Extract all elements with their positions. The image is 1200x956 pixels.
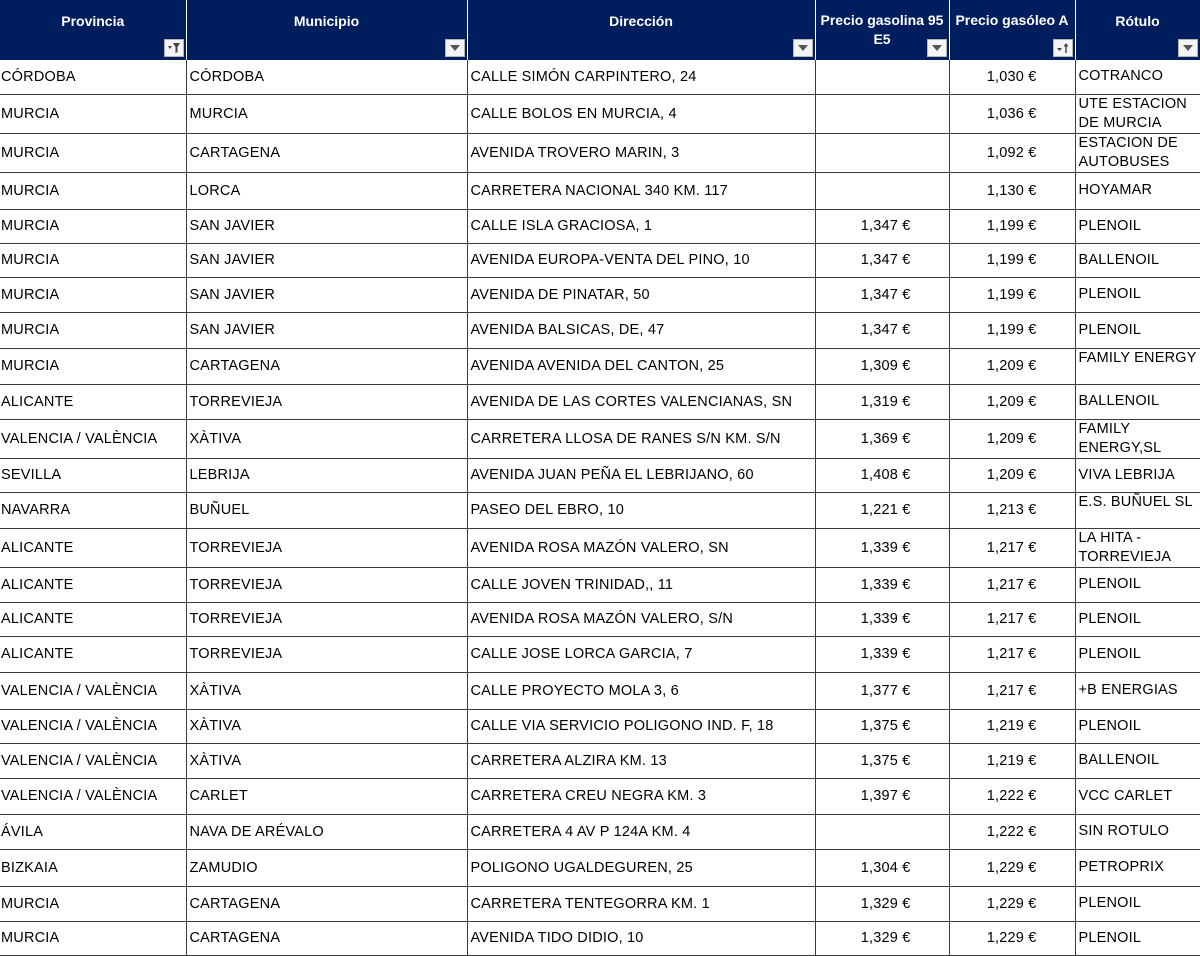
cell-rotulo[interactable]: VCC CARLET (1075, 778, 1200, 814)
cell-precio-gasoleo[interactable]: 1,130 € (949, 172, 1075, 209)
table-row (0, 384, 1200, 419)
cell-municipio[interactable]: ZAMUDIO (186, 849, 467, 886)
cell-rotulo[interactable]: PLENOIL (1075, 602, 1200, 636)
cell-direccion[interactable]: PASEO DEL EBRO, 10 (467, 492, 815, 528)
cell-provincia[interactable]: MURCIA (0, 348, 186, 384)
table-row (0, 133, 1200, 172)
cell-precio-gasolina[interactable]: 1,347 € (815, 243, 949, 277)
cell-precio-gasoleo[interactable]: 1,030 € (949, 60, 1075, 94)
cell-precio-gasolina[interactable]: 1,339 € (815, 528, 949, 567)
header-label: Provincia (61, 13, 125, 29)
cell-rotulo[interactable]: COTRANCO (1075, 60, 1200, 94)
cell-municipio[interactable]: LORCA (186, 172, 467, 209)
cell-municipio[interactable]: TORREVIEJA (186, 567, 467, 602)
cell-direccion[interactable]: CALLE SIMÓN CARPINTERO, 24 (467, 60, 815, 94)
cell-provincia[interactable]: MURCIA (0, 209, 186, 243)
cell-municipio[interactable]: SAN JAVIER (186, 312, 467, 348)
cell-precio-gasolina[interactable] (815, 94, 949, 133)
cell-direccion[interactable]: AVENIDA EUROPA-VENTA DEL PINO, 10 (467, 243, 815, 277)
cell-rotulo[interactable]: PLENOIL (1075, 567, 1200, 602)
cell-precio-gasolina[interactable] (815, 133, 949, 172)
cell-municipio[interactable]: CARTAGENA (186, 133, 467, 172)
cell-provincia[interactable]: ÁVILA (0, 814, 186, 849)
cell-municipio[interactable]: LEBRIJA (186, 458, 467, 492)
cell-precio-gasolina[interactable]: 1,347 € (815, 312, 949, 348)
cell-direccion[interactable]: CARRETERA CREU NEGRA KM. 3 (467, 778, 815, 814)
cell-municipio[interactable]: TORREVIEJA (186, 384, 467, 419)
table-row (0, 743, 1200, 778)
cell-municipio[interactable]: SAN JAVIER (186, 209, 467, 243)
cell-rotulo[interactable]: LA HITA - TORREVIEJA (1075, 528, 1200, 567)
cell-provincia[interactable]: MURCIA (0, 133, 186, 172)
cell-municipio[interactable]: XÀTIVA (186, 709, 467, 743)
cell-rotulo[interactable]: ESTACION DE AUTOBUSES (1075, 133, 1200, 172)
cell-municipio[interactable]: NAVA DE ARÉVALO (186, 814, 467, 849)
cell-rotulo[interactable]: SIN ROTULO (1075, 814, 1200, 849)
cell-municipio[interactable]: XÀTIVA (186, 743, 467, 778)
cell-precio-gasolina[interactable]: 1,319 € (815, 384, 949, 419)
cell-precio-gasolina[interactable]: 1,339 € (815, 602, 949, 636)
cell-municipio[interactable]: TORREVIEJA (186, 528, 467, 567)
cell-direccion[interactable]: POLIGONO UGALDEGUREN, 25 (467, 849, 815, 886)
cell-precio-gasolina[interactable]: 1,329 € (815, 886, 949, 921)
cell-provincia[interactable]: MURCIA (0, 886, 186, 921)
cell-rotulo[interactable]: FAMILY ENERGY,SL (1075, 419, 1200, 458)
cell-direccion[interactable]: AVENIDA AVENIDA DEL CANTON, 25 (467, 348, 815, 384)
cell-municipio[interactable]: CARTAGENA (186, 886, 467, 921)
cell-precio-gasoleo[interactable]: 1,222 € (949, 778, 1075, 814)
cell-provincia[interactable]: ALICANTE (0, 384, 186, 419)
cell-municipio[interactable]: SAN JAVIER (186, 243, 467, 277)
cell-provincia[interactable]: MURCIA (0, 243, 186, 277)
cell-provincia[interactable]: ALICANTE (0, 602, 186, 636)
cell-direccion[interactable]: CARRETERA LLOSA DE RANES S/N KM. S/N (467, 419, 815, 458)
table-row (0, 709, 1200, 743)
table-row (0, 312, 1200, 348)
cell-rotulo[interactable]: BALLENOIL (1075, 243, 1200, 277)
cell-provincia[interactable]: ALICANTE (0, 528, 186, 567)
cell-municipio[interactable]: XÀTIVA (186, 672, 467, 709)
cell-direccion[interactable]: AVENIDA ROSA MAZÓN VALERO, S/N (467, 602, 815, 636)
cell-rotulo[interactable]: UTE ESTACION DE MURCIA (1075, 94, 1200, 133)
cell-precio-gasoleo[interactable]: 1,217 € (949, 528, 1075, 567)
cell-rotulo[interactable]: PLENOIL (1075, 277, 1200, 312)
cell-direccion[interactable]: AVENIDA DE LAS CORTES VALENCIANAS, SN (467, 384, 815, 419)
cell-municipio[interactable]: CARTAGENA (186, 348, 467, 384)
cell-precio-gasoleo[interactable]: 1,217 € (949, 672, 1075, 709)
cell-provincia[interactable]: CÓRDOBA (0, 60, 186, 94)
cell-rotulo[interactable]: PLENOIL (1075, 209, 1200, 243)
cell-precio-gasoleo[interactable]: 1,092 € (949, 133, 1075, 172)
table-row (0, 528, 1200, 567)
cell-precio-gasoleo[interactable]: 1,199 € (949, 312, 1075, 348)
cell-rotulo[interactable]: PLENOIL (1075, 312, 1200, 348)
cell-provincia[interactable]: SEVILLA (0, 458, 186, 492)
cell-provincia[interactable]: MURCIA (0, 172, 186, 209)
cell-municipio[interactable]: MURCIA (186, 94, 467, 133)
cell-precio-gasolina[interactable]: 1,304 € (815, 849, 949, 886)
cell-precio-gasolina[interactable]: 1,339 € (815, 636, 949, 672)
cell-direccion[interactable]: AVENIDA ROSA MAZÓN VALERO, SN (467, 528, 815, 567)
cell-direccion[interactable]: CALLE BOLOS EN MURCIA, 4 (467, 94, 815, 133)
cell-rotulo[interactable]: PETROPRIX (1075, 849, 1200, 886)
cell-provincia[interactable]: MURCIA (0, 277, 186, 312)
cell-precio-gasolina[interactable]: 1,375 € (815, 743, 949, 778)
cell-precio-gasolina[interactable]: 1,397 € (815, 778, 949, 814)
cell-provincia[interactable]: VALENCIA / VALÈNCIA (0, 709, 186, 743)
table-row (0, 94, 1200, 133)
cell-precio-gasolina[interactable] (815, 172, 949, 209)
cell-precio-gasoleo[interactable]: 1,222 € (949, 814, 1075, 849)
cell-rotulo[interactable]: PLENOIL (1075, 886, 1200, 921)
cell-provincia[interactable]: ALICANTE (0, 636, 186, 672)
header-provincia (0, 0, 186, 60)
table-row (0, 348, 1200, 384)
cell-precio-gasoleo[interactable]: 1,036 € (949, 94, 1075, 133)
cell-precio-gasoleo[interactable]: 1,209 € (949, 419, 1075, 458)
cell-precio-gasolina[interactable]: 1,377 € (815, 672, 949, 709)
cell-direccion[interactable]: AVENIDA BALSICAS, DE, 47 (467, 312, 815, 348)
table-body (0, 60, 1200, 955)
cell-rotulo[interactable]: PLENOIL (1075, 636, 1200, 672)
cell-precio-gasoleo[interactable]: 1,229 € (949, 921, 1075, 955)
cell-precio-gasolina[interactable] (815, 814, 949, 849)
table-row (0, 849, 1200, 886)
cell-precio-gasoleo[interactable]: 1,229 € (949, 849, 1075, 886)
cell-precio-gasoleo[interactable]: 1,213 € (949, 492, 1075, 528)
cell-direccion[interactable]: CALLE JOVEN TRINIDAD,, 11 (467, 567, 815, 602)
cell-direccion[interactable]: AVENIDA TIDO DIDIO, 10 (467, 921, 815, 955)
cell-provincia[interactable]: ALICANTE (0, 567, 186, 602)
header-label: Precio gasolina 95 E5 (820, 12, 944, 47)
table-row (0, 172, 1200, 209)
cell-precio-gasolina[interactable]: 1,369 € (815, 419, 949, 458)
cell-precio-gasolina[interactable]: 1,408 € (815, 458, 949, 492)
cell-provincia[interactable]: BIZKAIA (0, 849, 186, 886)
dropdown-arrow-icon[interactable] (445, 39, 465, 57)
cell-provincia[interactable]: VALENCIA / VALÈNCIA (0, 419, 186, 458)
table-row (0, 60, 1200, 94)
table-row (0, 778, 1200, 814)
cell-rotulo[interactable]: PLENOIL (1075, 709, 1200, 743)
cell-provincia[interactable]: MURCIA (0, 312, 186, 348)
cell-rotulo[interactable]: VIVA LEBRIJA (1075, 458, 1200, 492)
cell-precio-gasoleo[interactable]: 1,217 € (949, 636, 1075, 672)
cell-provincia[interactable]: VALENCIA / VALÈNCIA (0, 743, 186, 778)
header-precio-gasoleo (949, 0, 1075, 60)
header-municipio (186, 0, 467, 60)
table-row (0, 921, 1200, 955)
cell-rotulo[interactable]: E.S. BUÑUEL SL (1075, 492, 1200, 528)
filter-active-icon[interactable] (164, 39, 184, 57)
cell-precio-gasoleo[interactable]: 1,219 € (949, 743, 1075, 778)
cell-rotulo[interactable]: FAMILY ENERGY (1075, 348, 1200, 384)
cell-municipio[interactable]: XÀTIVA (186, 419, 467, 458)
dropdown-arrow-icon[interactable] (927, 39, 947, 57)
cell-precio-gasoleo[interactable]: 1,229 € (949, 886, 1075, 921)
cell-precio-gasoleo[interactable]: 1,199 € (949, 277, 1075, 312)
cell-precio-gasoleo[interactable]: 1,209 € (949, 348, 1075, 384)
cell-direccion[interactable]: CARRETERA 4 AV P 124A KM. 4 (467, 814, 815, 849)
table-row (0, 814, 1200, 849)
header-rotulo (1075, 0, 1200, 60)
cell-rotulo[interactable]: HOYAMAR (1075, 172, 1200, 209)
cell-direccion[interactable]: CALLE VIA SERVICIO POLIGONO IND. F, 18 (467, 709, 815, 743)
cell-precio-gasolina[interactable]: 1,375 € (815, 709, 949, 743)
table-row (0, 672, 1200, 709)
cell-rotulo[interactable]: BALLENOIL (1075, 384, 1200, 419)
cell-precio-gasoleo[interactable]: 1,199 € (949, 243, 1075, 277)
cell-rotulo[interactable]: BALLENOIL (1075, 743, 1200, 778)
table-row (0, 209, 1200, 243)
cell-municipio[interactable]: CARLET (186, 778, 467, 814)
cell-provincia[interactable]: MURCIA (0, 921, 186, 955)
table-row (0, 243, 1200, 277)
cell-provincia[interactable]: NAVARRA (0, 492, 186, 528)
table-row (0, 419, 1200, 458)
cell-precio-gasoleo[interactable]: 1,217 € (949, 567, 1075, 602)
cell-precio-gasoleo[interactable]: 1,199 € (949, 209, 1075, 243)
header-label: Dirección (609, 13, 673, 29)
cell-precio-gasoleo[interactable]: 1,219 € (949, 709, 1075, 743)
header-label: Rótulo (1115, 13, 1160, 29)
table-row (0, 567, 1200, 602)
table-row (0, 886, 1200, 921)
cell-direccion[interactable]: CALLE PROYECTO MOLA 3, 6 (467, 672, 815, 709)
cell-precio-gasolina[interactable] (815, 60, 949, 94)
cell-precio-gasolina[interactable]: 1,221 € (815, 492, 949, 528)
cell-precio-gasoleo[interactable]: 1,209 € (949, 458, 1075, 492)
header-label: Municipio (293, 13, 360, 29)
header-direccion (467, 0, 815, 60)
sort-ascending-icon[interactable] (1053, 39, 1073, 57)
cell-provincia[interactable]: VALENCIA / VALÈNCIA (0, 778, 186, 814)
cell-rotulo[interactable]: PLENOIL (1075, 921, 1200, 955)
cell-municipio[interactable]: CARTAGENA (186, 921, 467, 955)
table-row (0, 458, 1200, 492)
dropdown-arrow-icon[interactable] (793, 39, 813, 57)
cell-rotulo[interactable]: +B ENERGIAS (1075, 672, 1200, 709)
cell-direccion[interactable]: CALLE JOSE LORCA GARCIA, 7 (467, 636, 815, 672)
table-row (0, 602, 1200, 636)
cell-provincia[interactable]: VALENCIA / VALÈNCIA (0, 672, 186, 709)
cell-direccion[interactable]: AVENIDA DE PINATAR, 50 (467, 277, 815, 312)
cell-municipio[interactable]: CÓRDOBA (186, 60, 467, 94)
dropdown-arrow-icon[interactable] (1178, 39, 1198, 57)
cell-direccion[interactable]: CARRETERA TENTEGORRA KM. 1 (467, 886, 815, 921)
cell-provincia[interactable]: MURCIA (0, 94, 186, 133)
cell-municipio[interactable]: SAN JAVIER (186, 277, 467, 312)
cell-precio-gasolina[interactable]: 1,329 € (815, 921, 949, 955)
cell-municipio[interactable]: TORREVIEJA (186, 602, 467, 636)
cell-precio-gasoleo[interactable]: 1,209 € (949, 384, 1075, 419)
cell-precio-gasoleo[interactable]: 1,217 € (949, 602, 1075, 636)
cell-direccion[interactable]: AVENIDA TROVERO MARIN, 3 (467, 133, 815, 172)
cell-precio-gasolina[interactable]: 1,339 € (815, 567, 949, 602)
cell-direccion[interactable]: CARRETERA NACIONAL 340 KM. 117 (467, 172, 815, 209)
cell-direccion[interactable]: CARRETERA ALZIRA KM. 13 (467, 743, 815, 778)
cell-precio-gasolina[interactable]: 1,347 € (815, 209, 949, 243)
header-precio-gasolina (815, 0, 949, 60)
table-row (0, 636, 1200, 672)
table-row (0, 277, 1200, 312)
header-row (0, 0, 1200, 60)
cell-municipio[interactable]: BUÑUEL (186, 492, 467, 528)
cell-precio-gasolina[interactable]: 1,309 € (815, 348, 949, 384)
cell-direccion[interactable]: AVENIDA JUAN PEÑA EL LEBRIJANO, 60 (467, 458, 815, 492)
table-row (0, 492, 1200, 528)
header-label: Precio gasóleo A (955, 12, 1069, 28)
cell-municipio[interactable]: TORREVIEJA (186, 636, 467, 672)
cell-direccion[interactable]: CALLE ISLA GRACIOSA, 1 (467, 209, 815, 243)
cell-precio-gasolina[interactable]: 1,347 € (815, 277, 949, 312)
